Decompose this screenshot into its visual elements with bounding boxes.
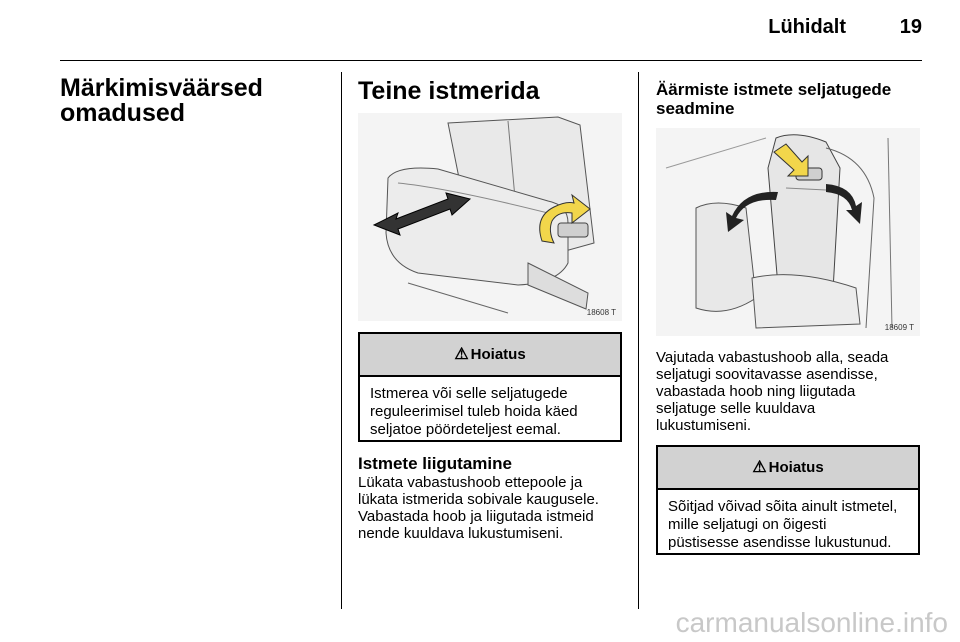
section-heading-line-2: omadused bbox=[60, 99, 186, 127]
column-divider-1 bbox=[341, 72, 342, 609]
outer-seat-backrest-heading bbox=[656, 80, 891, 118]
warning-line: Sõitjad võivad sõita ainult istmetel, bbox=[668, 498, 898, 515]
warning-title: Hoiatus bbox=[768, 459, 824, 476]
page-number: 19 bbox=[899, 16, 922, 38]
figure-code: 18608 T bbox=[586, 308, 616, 317]
warning-box-header bbox=[658, 447, 918, 490]
warning-box-body bbox=[360, 377, 620, 439]
warning-triangle-icon: ⚠ bbox=[752, 459, 767, 476]
backrest-adjustment-illustration bbox=[656, 128, 920, 336]
text-line: Lükata vabastushoob ettepoole ja bbox=[358, 474, 583, 491]
seat-drawing-icon bbox=[358, 113, 622, 321]
warning-line: reguleerimisel tuleb hoida käed bbox=[370, 403, 578, 420]
second-row-heading: Teine istmerida bbox=[358, 77, 540, 105]
text-line: Vajutada vabastushoob alla, seada bbox=[656, 349, 889, 366]
column-divider-2 bbox=[638, 72, 639, 609]
text-line: Vabastada hoob ja liigutada istmeid bbox=[358, 508, 594, 525]
text-line: seljatuge selle kuuldava bbox=[656, 400, 816, 417]
text-line: lukustumiseni. bbox=[656, 417, 752, 434]
watermark-text: carmanualsonline.info bbox=[675, 607, 948, 638]
backrest-drawing-icon bbox=[656, 128, 920, 336]
warning-box-backrest bbox=[656, 445, 920, 555]
text-line: lükata istmerida sobivale kaugusele. bbox=[358, 491, 599, 508]
moving-seats-text bbox=[358, 474, 599, 542]
warning-box-second-row bbox=[358, 332, 622, 442]
section-heading bbox=[60, 76, 263, 126]
warning-line: seljatoe pöördeteljest eemal. bbox=[370, 421, 561, 438]
warning-line: Istmerea või selle seljatugede bbox=[370, 385, 568, 402]
section-heading-line-1: Märkimisväärsed bbox=[60, 74, 263, 102]
site-watermark bbox=[0, 607, 960, 639]
text-line: vabastada hoob ning liigutada bbox=[656, 383, 856, 400]
header-rule bbox=[60, 60, 922, 61]
subheading-moving-seats: Istmete liigutamine bbox=[358, 454, 512, 473]
warning-line: püstisesse asendisse lukustunud. bbox=[668, 534, 892, 551]
second-row-seat-illustration bbox=[358, 113, 622, 321]
heading-line-2: seadmine bbox=[656, 99, 735, 118]
backrest-adjustment-text bbox=[656, 349, 888, 434]
running-header-title: Lühidalt bbox=[768, 16, 846, 38]
warning-box-body bbox=[658, 490, 918, 552]
figure-code: 18609 T bbox=[884, 323, 914, 332]
text-line: seljatugi soovitavasse asendisse, bbox=[656, 366, 878, 383]
text-line: nende kuuldava lukustumiseni. bbox=[358, 525, 564, 542]
warning-title: Hoiatus bbox=[470, 346, 526, 363]
warning-line: mille seljatugi on õigesti bbox=[668, 516, 827, 533]
warning-triangle-icon: ⚠ bbox=[454, 346, 469, 363]
warning-box-header bbox=[360, 334, 620, 377]
heading-line-1: Äärmiste istmete seljatugede bbox=[656, 80, 892, 99]
